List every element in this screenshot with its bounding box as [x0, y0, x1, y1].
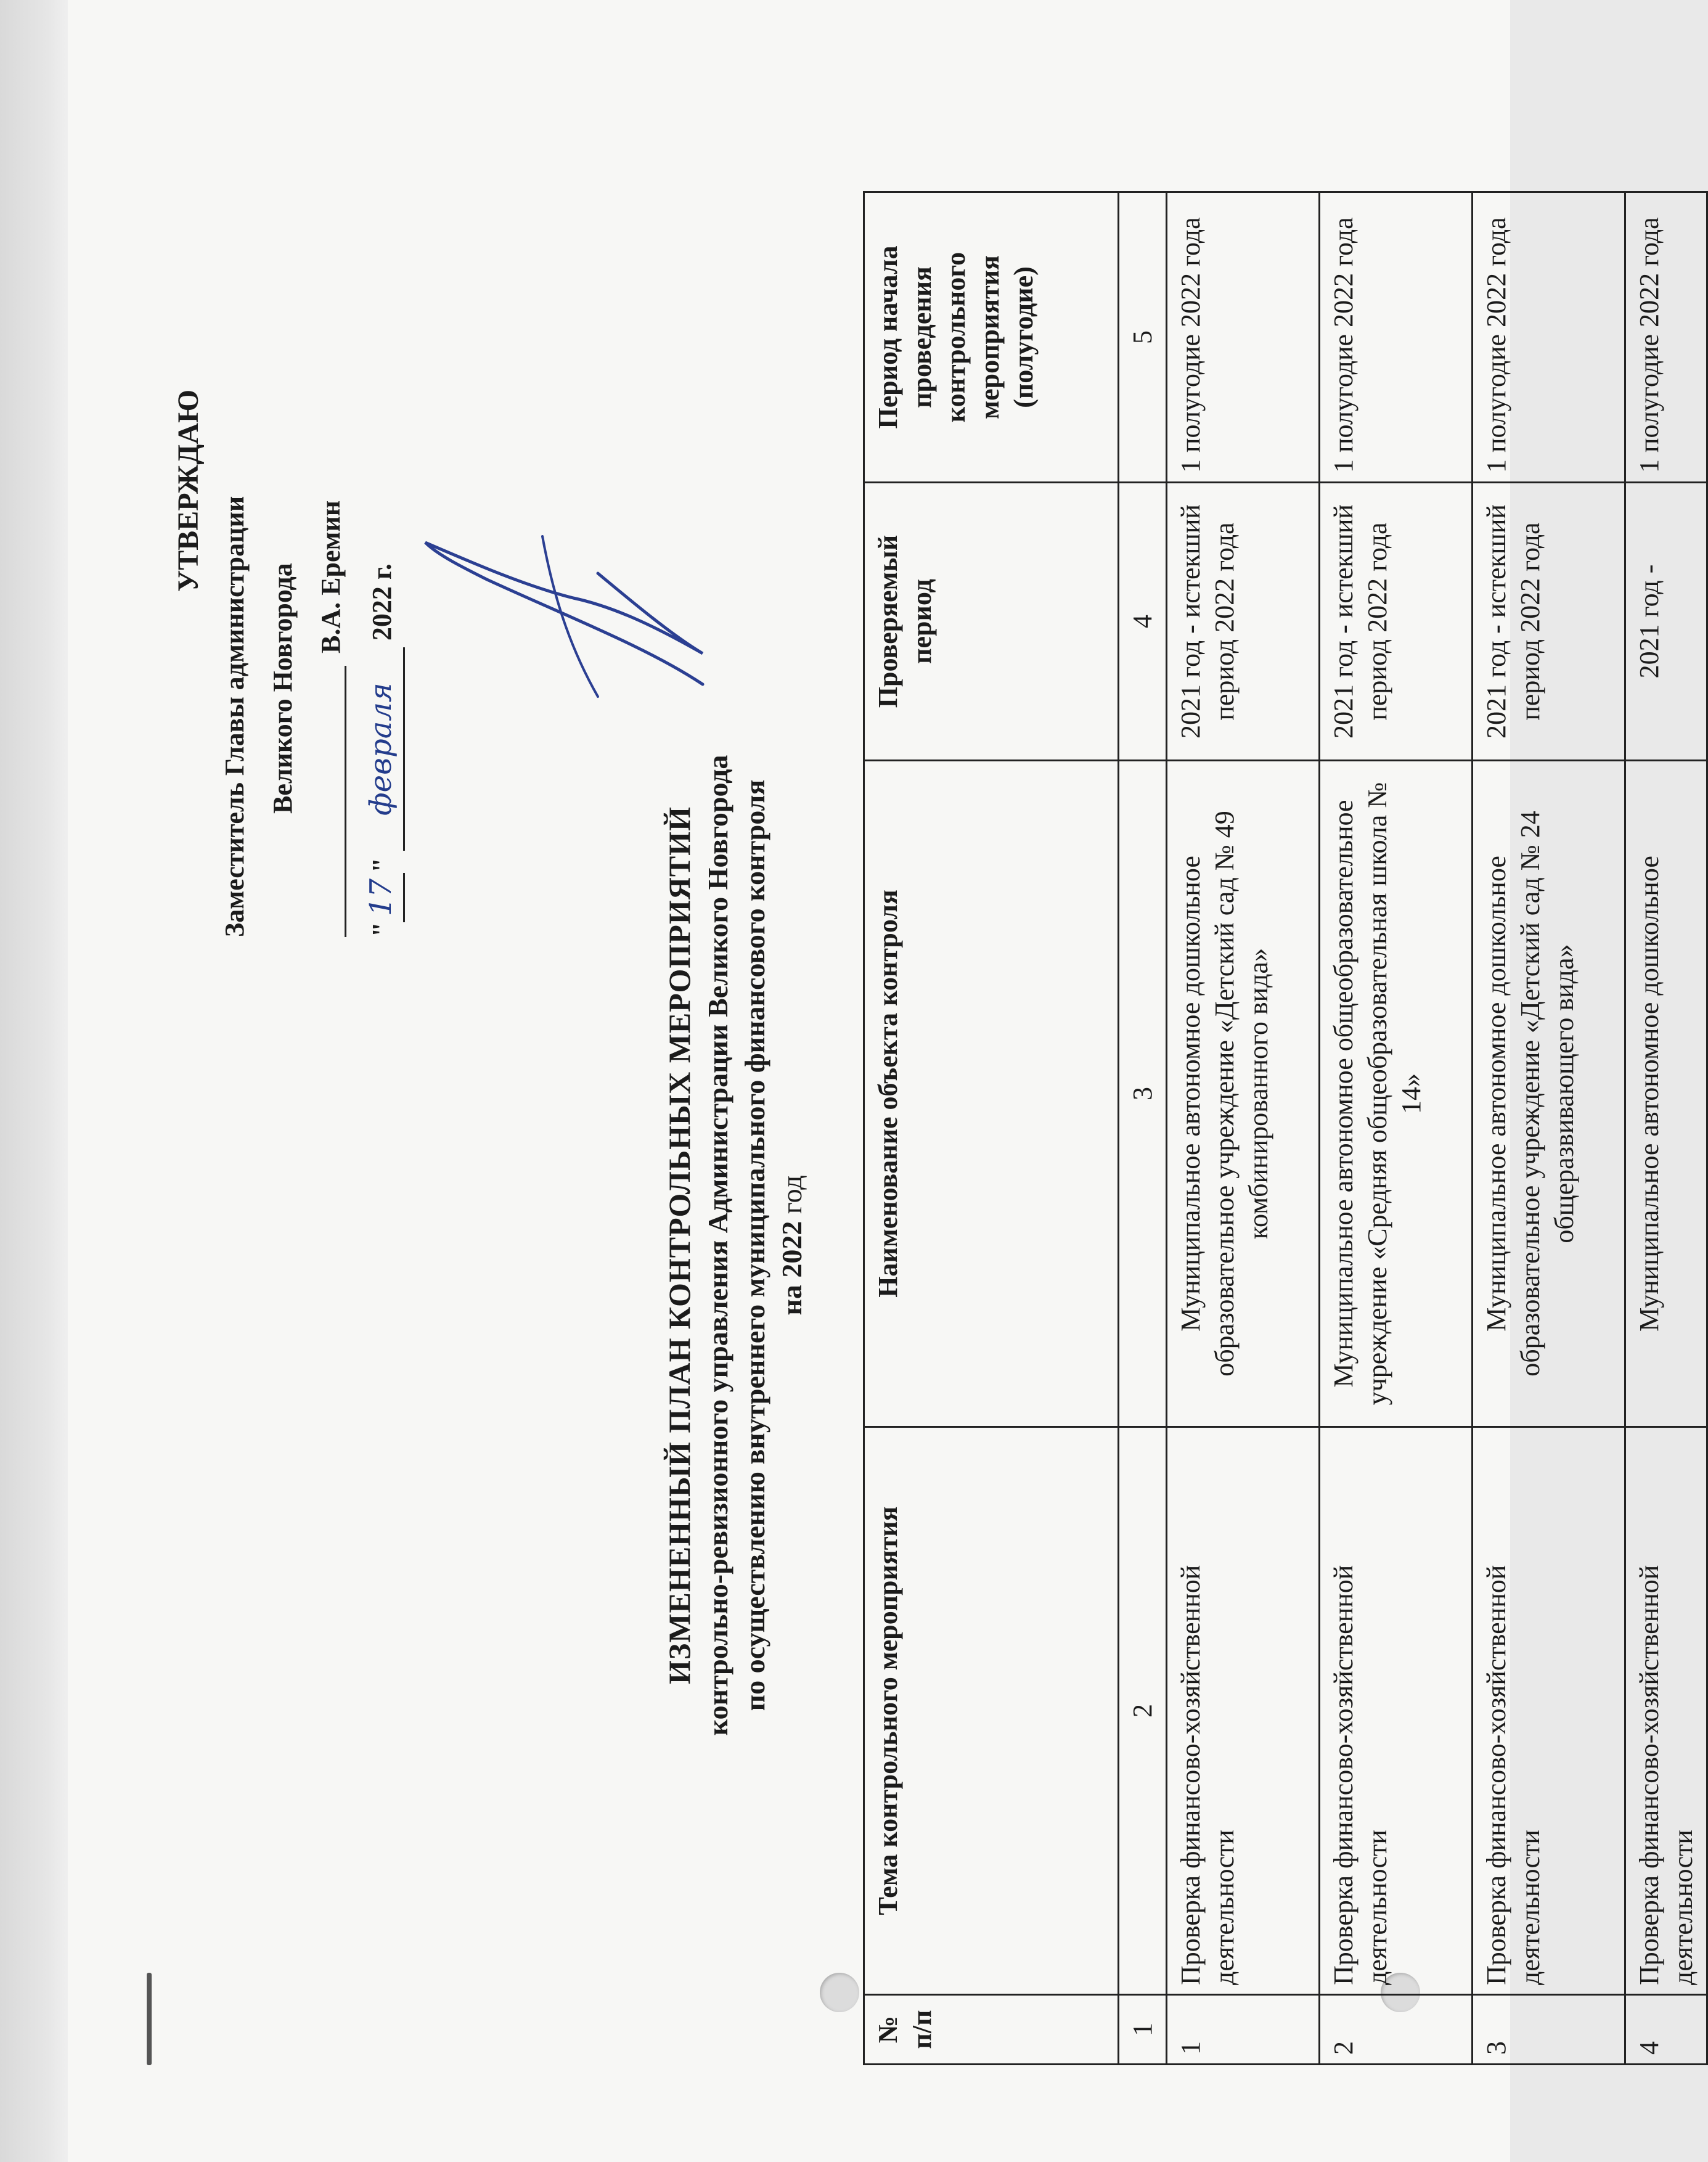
column-number: 1: [1119, 1995, 1167, 2065]
column-number: 2: [1119, 1427, 1167, 1995]
column-number: 5: [1119, 192, 1167, 483]
document-title: ИЗМЕНЕННЫЙ ПЛАН КОНТРОЛЬНЫХ МЕРОПРИЯТИЙ: [662, 806, 697, 1684]
header-start: Период начала проведения контрольного мероприятия (полугодие): [864, 192, 1119, 483]
date-year: 2022 г.: [367, 563, 397, 641]
handwritten-signature: [413, 524, 721, 721]
column-number: 3: [1119, 761, 1167, 1427]
approval-position: Заместитель Главы администрации: [219, 496, 250, 937]
column-number-row: [1119, 192, 1167, 2065]
approval-signer: В.А. Еремин: [316, 500, 346, 653]
table-row: [1625, 192, 1707, 2065]
table-row: [1320, 192, 1473, 2065]
row-topic: Проверка финансово-хозяйственной деятельности: [1473, 1427, 1625, 1995]
row-period: 2021 год - истекший период 2022 года: [1167, 483, 1320, 761]
row-period: 2021 год -: [1625, 483, 1707, 761]
rotated-page-content: [68, 49, 1698, 2108]
row-start: 1 полугодие 2022 года: [1473, 192, 1625, 483]
approval-date: "17" февраля 2022 г.: [359, 563, 405, 937]
control-plan-table: [863, 191, 1708, 2065]
header-number: № п/п: [864, 1995, 1119, 2065]
row-object: Муниципальное автономное дошкольное образовательное учреждение «Детский сад № 49 комбинированного вида»: [1167, 761, 1320, 1427]
row-object: Муниципальное автономное общеобразовательное учреждение «Средняя общеобразовательная школа № 14»: [1320, 761, 1473, 1427]
binder-strip: [0, 0, 68, 2162]
document-subtitle: контрольно-ревизионного управления Администрации Великого Новгорода: [702, 755, 733, 1736]
row-topic: Проверка финансово-хозяйственной деятельности: [1167, 1427, 1320, 1995]
row-object: Муниципальное автономное дошкольное образовательное учреждение «Детский сад № 24 общеразвивающего вида»: [1473, 761, 1625, 1427]
row-topic: Проверка финансово-хозяйственной деятельности: [1625, 1427, 1707, 1995]
row-object: Муниципальное автономное дошкольное: [1625, 761, 1707, 1427]
header-object: Наименование объекта контроля: [864, 761, 1119, 1427]
date-month-handwritten: февраля: [359, 647, 405, 851]
signature-line: [345, 666, 346, 937]
column-number: 4: [1119, 483, 1167, 761]
document-year: на 2022 год: [775, 1175, 807, 1316]
table-header-row: [864, 192, 1119, 2065]
table-row: [1167, 192, 1320, 2065]
table-row: [1473, 192, 1625, 2065]
document-heading: [660, 752, 810, 1738]
row-number: 1: [1167, 1995, 1320, 2065]
row-number: 2: [1320, 1995, 1473, 2065]
row-start: 1 полугодие 2022 года: [1320, 192, 1473, 483]
approval-title: УТВЕРЖДАЮ: [172, 389, 205, 592]
row-number: 4: [1625, 1995, 1707, 2065]
row-start: 1 полугодие 2022 года: [1625, 192, 1707, 483]
row-period: 2021 год - истекший период 2022 года: [1473, 483, 1625, 761]
header-period: Проверяемый период: [864, 483, 1119, 761]
approval-block: [166, 197, 407, 937]
row-start: 1 полугодие 2022 года: [1167, 192, 1320, 483]
document-subtitle-2: по осуществлению внутреннего муниципального финансового контроля: [738, 779, 770, 1711]
row-topic: Проверка финансово-хозяйственной деятельности: [1320, 1427, 1473, 1995]
header-topic: Тема контрольного мероприятия: [864, 1427, 1119, 1995]
date-day-handwritten: 17: [359, 873, 405, 922]
approval-position-city: Великого Новгорода: [268, 563, 298, 814]
row-number: 3: [1473, 1995, 1625, 2065]
row-period: 2021 год - истекший период 2022 года: [1320, 483, 1473, 761]
